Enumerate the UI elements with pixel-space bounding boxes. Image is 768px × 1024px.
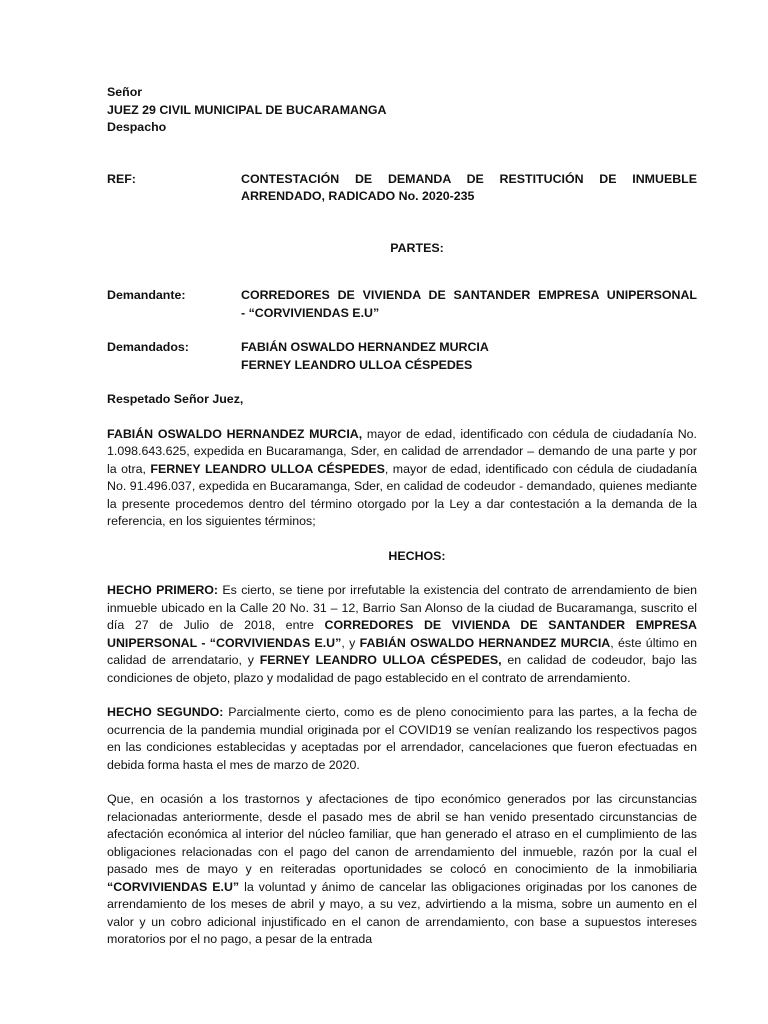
fact-1-bold-1: CORREDORES DE VIVIENDA DE SANTANDER EMPRESA UNIPERSONAL - “CORVIVIENDAS E.U” (107, 618, 697, 650)
paragraph-3-text-1: Que, en ocasión a los trastornos y afectaciones de tipo económico generados por las circunstancias relacionadas anteriormente, desde el pasado mes de abril se han venido presentado circunstancias de afectación económica al interior del núcleo familiar, que han generado el atraso en el cumplimiento de las obligaciones relacionadas con el pago del canon de arrendamiento del inmueble, razón por la cual el pasado mes de mayo y en reiteradas oportunidades se colocó en conocimiento de la inmobiliaria (107, 792, 697, 876)
plaintiff-value (241, 287, 697, 322)
intro-text-2: , mayor de edad, identificado con cédula de ciudadanía No. 91.496.037, expedida en Bucaramanga, Sder, en calidad de codeudor - demandado, quienes mediante la presente procedemos dentro del término otorgado por la Ley a dar contestación a la demanda de la referencia, en los siguientes términos; (107, 461, 697, 528)
ref-line-2: ARRENDADO, RADICADO No. 2020-235 (241, 189, 475, 203)
court-name: JUEZ 29 CIVIL MUNICIPAL DE BUCARAMANGA (107, 102, 387, 117)
defendant-2: FERNEY LEANDRO ULLOA CÉSPEDES (241, 357, 473, 372)
intro-text-1: mayor de edad, identificado con cédula de ciudadanía No. 1.098.643.625, expedida en Bucaramanga, Sder, en calidad de arrendador – demando de una parte y por la otra, (107, 426, 697, 476)
fact-1-text-3: , éste último en calidad de arrendatario, y (107, 635, 698, 667)
fact-1-bold-2: FABIÁN OSWALDO HERNANDEZ MURCIA (359, 635, 611, 650)
plaintiff-line-2: - “CORVIVIENDAS E.U” (241, 305, 380, 320)
ref-row (107, 171, 697, 206)
defendants-label: Demandados: (107, 340, 189, 354)
addressee-block (107, 84, 697, 137)
facts-heading: HECHOS: (388, 548, 446, 563)
fact-1-text-1: Es cierto, se tiene por irrefutable la existencia del contrato de arrendamiento de bien inmueble ubicado en la Calle 20 No. 31 – 12, Barrio San Alonso de la ciudad de Bucaramanga, suscrito el día 27 de Julio de 2018, entre (107, 583, 697, 632)
plaintiff-row (107, 287, 697, 322)
paragraph-3-text-2: la voluntad y ánimo de cancelar las obligaciones originadas por los canones de arrendamiento de los meses de abril y mayo, a su vez, advirtiendo a la misma, sobre un aumento en el valor y un cobro adicional injustificado en el canon de arrendamiento, con base a supuestos intereses moratorios por el no pago, a pesar de la entrada (107, 879, 697, 946)
salutation: Señor (107, 85, 143, 99)
fact-2-label: HECHO SEGUNDO: (107, 705, 224, 719)
fact-1-text-2: , y (341, 635, 360, 650)
defendants-value (241, 339, 697, 374)
intro-name-1: FABIÁN OSWALDO HERNANDEZ MURCIA, (107, 426, 363, 441)
paragraph-3-bold-1: “CORVIVIENDAS E.U” (107, 879, 240, 894)
plaintiff-label: Demandante: (107, 288, 186, 302)
parties-heading: PARTES: (390, 240, 444, 255)
defendant-1: FABIÁN OSWALDO HERNANDEZ MURCIA (241, 340, 489, 354)
plaintiff-line-1: CORREDORES DE VIVIENDA DE SANTANDER EMPRESA UNIPERSONAL (241, 288, 697, 302)
greeting: Respetado Señor Juez, (107, 392, 244, 406)
fact-2-paragraph (107, 704, 697, 774)
intro-name-2: FERNEY LEANDRO ULLOA CÉSPEDES (150, 461, 385, 476)
intro-paragraph (107, 426, 697, 531)
ref-value (241, 171, 697, 206)
defendants-row (107, 339, 697, 374)
paragraph-3 (107, 791, 697, 949)
office-name: Despacho (107, 120, 167, 134)
fact-1-paragraph (107, 582, 697, 687)
ref-label: REF: (107, 171, 136, 186)
fact-2-text: Parcialmente cierto, como es de pleno conocimiento para las partes, a la fecha de ocurrencia de la pandemia mundial originada por el COVID19 se venían realizando los respectivos pagos en las condiciones establecidas y aceptadas por el arrendador, cancelaciones que fueron efectuadas en debida forma hasta el mes de marzo de 2020. (107, 705, 697, 772)
ref-line-1: CONTESTACIÓN DE DEMANDA DE RESTITUCIÓN DE INMUEBLE (241, 171, 697, 186)
fact-1-text-4: en calidad de codeudor, bajo las condiciones de objeto, plazo y modalidad de pago establecido en el contrato de arrendamiento. (107, 653, 697, 685)
fact-1-bold-3: FERNEY LEANDRO ULLOA CÉSPEDES, (259, 653, 502, 667)
fact-1-label: HECHO PRIMERO: (107, 583, 219, 597)
